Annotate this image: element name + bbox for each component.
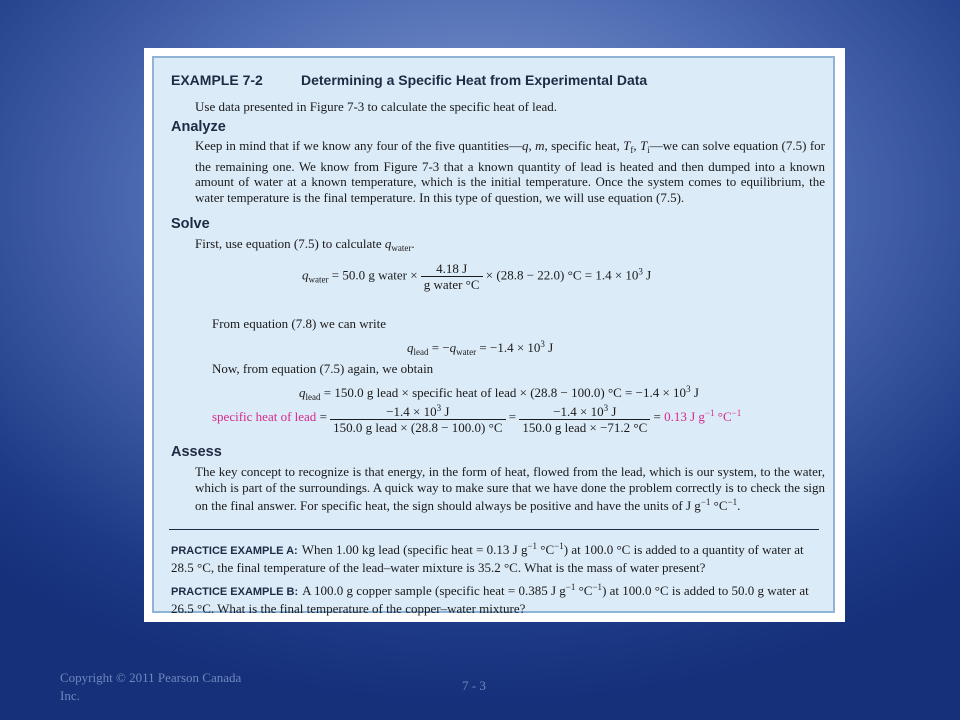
practice-b-exp-1: −1	[565, 582, 576, 592]
eq4-num1-value: −1.4 × 10	[386, 404, 437, 419]
var-tf-sub: f	[630, 145, 634, 155]
eq1-mid: = 50.0 g water ×	[328, 267, 421, 283]
analyze-sep-1: ,	[528, 138, 536, 153]
var-m: m	[535, 138, 545, 153]
assess-text-mid: °C	[710, 498, 728, 513]
eq2-mid: = −	[428, 340, 450, 355]
assess-text-a: The key concept to recognize is that energy, in the form of heat, flowed from the lead, which is our system, to the water, which is part of the surroundings. A quick way to make sure that we have done the problem correctly is to check the sign on the final answer. For specific heat, the sign should always be positive and have the units of J g	[195, 464, 825, 513]
eq4-num2-exp: 3	[603, 403, 609, 413]
practice-a-exp-1: −1	[527, 541, 538, 551]
practice-b-text-a: A 100.0 g copper sample (specific heat = 0.385 J g	[302, 583, 566, 598]
eq4-result-unit: °C	[714, 408, 732, 424]
solve-line-2: From equation (7.8) we can write	[212, 316, 387, 331]
assess-text	[195, 464, 825, 514]
assess-exp-2: −1	[727, 497, 738, 507]
eq4-result-value: 0.13 J g	[664, 408, 705, 424]
practice-example-b	[171, 580, 823, 616]
example-title	[171, 72, 647, 88]
assess-heading: Assess	[171, 444, 222, 460]
practice-a-label: PRACTICE EXAMPLE A:	[171, 545, 298, 557]
eq4-num2-unit: J	[608, 404, 617, 419]
practice-b-exp-2: −1	[592, 582, 603, 592]
eq2-rest: = −1.4 × 10	[476, 340, 541, 355]
eq1-unit: J	[642, 267, 652, 283]
eq1-exponent: 3	[638, 266, 643, 277]
eq1-numerator: 4.18 J	[421, 261, 483, 277]
eq4-numerator-1	[330, 401, 505, 420]
analyze-sep-3: ,	[633, 138, 640, 153]
practice-a-text-a: When 1.00 kg lead (specific heat = 0.13 J g	[301, 542, 528, 557]
practice-example-a	[171, 539, 823, 575]
eq3-exponent: 3	[686, 384, 691, 394]
eq4-fraction-2	[519, 401, 650, 435]
analyze-heading: Analyze	[171, 119, 226, 135]
solve-line-3: Now, from equation (7.5) again, we obtain	[212, 361, 434, 376]
copyright-footer: Copyright © 2011 Pearson Canada Inc.	[60, 670, 242, 703]
eq2-q-sub: water	[456, 347, 477, 357]
analyze-text	[195, 138, 825, 205]
eq2-exponent: 3	[540, 339, 545, 349]
eq4-equals-1: =	[316, 408, 331, 424]
solve-heading: Solve	[171, 216, 210, 232]
example-box	[152, 56, 835, 616]
divider	[169, 529, 819, 530]
eq3-rest: = 150.0 g lead × specific heat of lead × (28.8 − 100.0) °C = −1.4 × 10	[320, 385, 687, 400]
analyze-text-a: Keep in mind that if we know any four of the five quantities—	[195, 138, 522, 153]
var-q-water: q	[384, 236, 392, 251]
eq4-lhs: specific heat of lead	[212, 408, 317, 424]
var-q-water-sub: water	[391, 243, 412, 253]
eq4-equals-2: =	[505, 408, 520, 424]
analyze-sep-2: , specific heat,	[544, 138, 624, 153]
eq4-equals-3: =	[650, 408, 665, 424]
var-ti-sub: i	[647, 145, 650, 155]
practice-b-text-c: ) at 100.0 °C is added to 50.0 g water at 26.5 °C. What is the final temperature of the copper–water mixture?	[171, 583, 809, 616]
eq4-num1-exp: 3	[436, 403, 442, 413]
eq2-lhs: q	[407, 340, 414, 355]
equation-q-lead	[407, 339, 553, 357]
var-tf: T	[623, 138, 631, 153]
eq4-fraction-1	[330, 401, 505, 435]
eq3-lhs-sub: lead	[305, 392, 321, 402]
eq4-result-exp-1: −1	[704, 407, 715, 418]
eq1-lhs: q	[302, 267, 309, 283]
equation-q-water	[302, 261, 651, 292]
practice-a-exp-2: −1	[554, 541, 564, 551]
example-intro: Use data presented in Figure 7-3 to calculate the specific heat of lead.	[195, 99, 558, 114]
eq1-denominator: g water °C	[423, 277, 480, 292]
eq3-unit: J	[690, 385, 699, 400]
example-heading: Determining a Specific Heat from Experimental Data	[301, 72, 648, 88]
slide-number: 7 - 3	[462, 678, 486, 693]
eq2-unit: J	[544, 340, 554, 355]
practice-b-text-b: °C	[575, 583, 593, 598]
eq2-lhs-sub: lead	[413, 347, 429, 357]
equation-q-lead-full	[299, 384, 699, 402]
var-ti: T	[639, 138, 648, 153]
assess-exp-1: −1	[700, 497, 711, 507]
var-q: q	[521, 138, 529, 153]
eq4-denominator-1: 150.0 g lead × (28.8 − 100.0) °C	[333, 420, 503, 435]
solve-line-1	[195, 236, 415, 253]
eq4-result	[664, 409, 741, 424]
eq4-result-exp-2: −1	[731, 407, 742, 418]
slide-content-panel	[144, 48, 845, 622]
solve-line-1-end: .	[411, 236, 415, 251]
eq1-rest: × (28.8 − 22.0) °C = 1.4 × 10	[482, 267, 639, 283]
assess-text-end: .	[737, 498, 741, 513]
analyze-text-b: —we can solve equation (7.5) for the remaining one. We know from Figure 7-3 that a known quantity of lead is heated and then dumped into a known amount of water at a known temperature, which is the initial temperature. Once the system comes to equilibrium, the water temperature is the final temperature. In this type of question, we will use equation (7.5).	[195, 138, 825, 205]
practice-a-text-c: ) at 100.0 °C is added to a quantity of water at 28.5 °C, the final temperature of the lead–water mixture is 35.2 °C. What is the mass of water present?	[171, 542, 804, 575]
example-label: EXAMPLE 7-2	[171, 72, 263, 88]
solve-line-1-text: First, use equation (7.5) to calculate	[195, 236, 385, 251]
eq2-q: q	[449, 340, 457, 355]
eq4-num2-value: −1.4 × 10	[553, 404, 604, 419]
eq4-denominator-2: 150.0 g lead × −71.2 °C	[522, 420, 648, 435]
practice-a-text-b: °C	[537, 542, 555, 557]
eq4-numerator-2	[519, 401, 650, 420]
eq1-fraction	[421, 261, 483, 292]
equation-specific-heat	[212, 401, 741, 435]
eq3-lhs: q	[299, 385, 306, 400]
eq1-lhs-sub: water	[308, 274, 329, 285]
eq4-num1-unit: J	[441, 404, 450, 419]
practice-b-label: PRACTICE EXAMPLE B:	[171, 586, 299, 598]
